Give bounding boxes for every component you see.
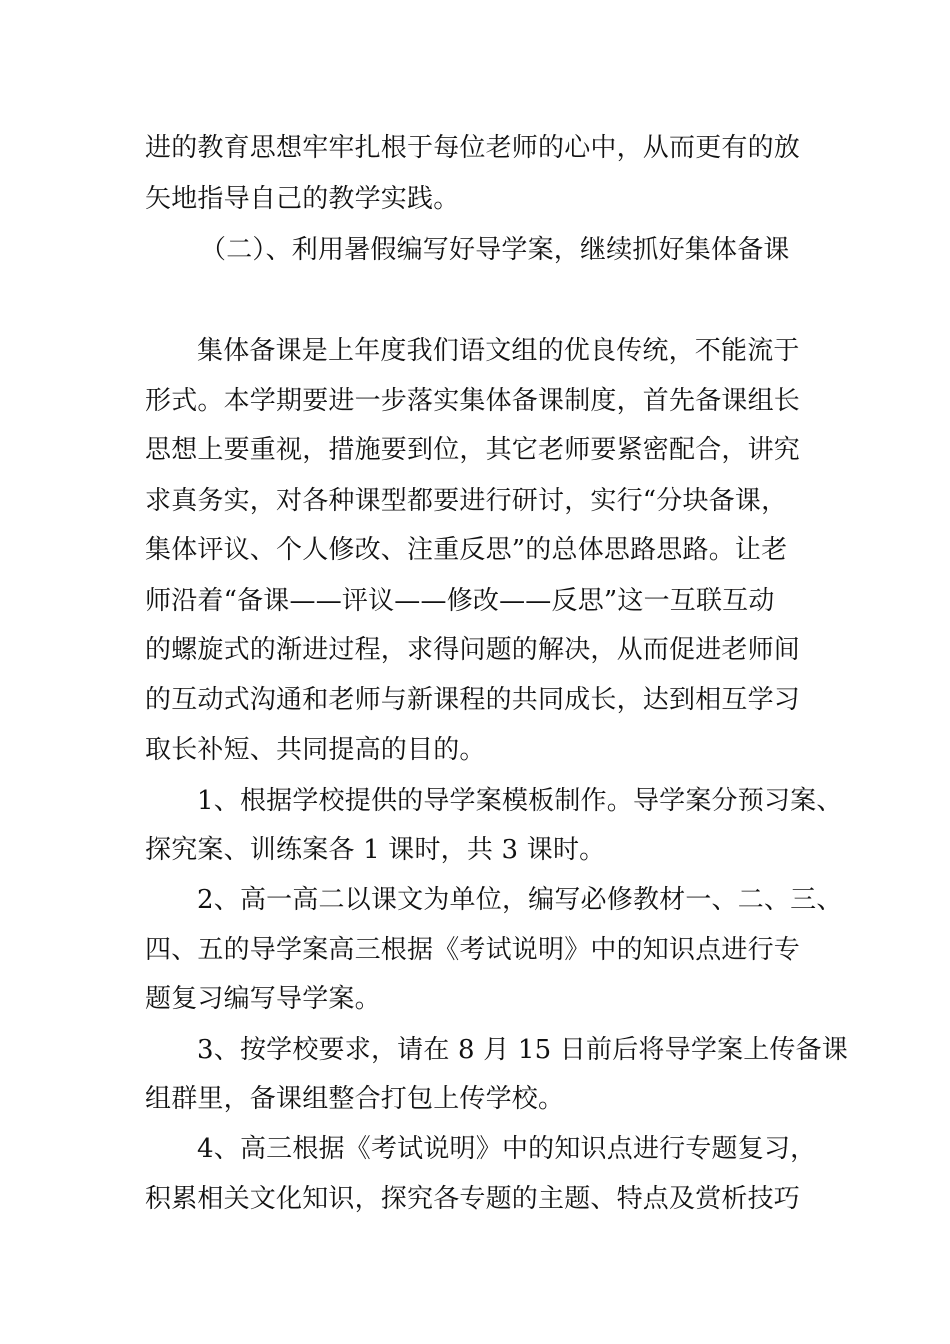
list-item-line: 2、高一高二以课文为单位，编写必修教材一、二、三、 xyxy=(197,885,843,915)
paragraph-line: 求真务实，对各种课型都要进行研讨，实行“分块备课， xyxy=(145,486,788,516)
paragraph-line: 矢地指导自己的教学实践。 xyxy=(145,184,460,214)
list-item-line: 探究案、训练案各 1 课时，共 3 课时。 xyxy=(145,835,606,865)
paragraph-line: 集体备课是上年度我们语文组的优良传统，不能流于 xyxy=(197,336,800,366)
list-item-line: 4、高三根据《考试说明》中的知识点进行专题复习， xyxy=(197,1134,817,1164)
list-item-line: 四、五的导学案高三根据《考试说明》中的知识点进行专 xyxy=(145,935,801,965)
list-item-line: 题复习编写导学案。 xyxy=(145,984,381,1014)
list-item-line: 3、按学校要求，请在 8 月 15 日前后将导学案上传备课 xyxy=(197,1035,849,1065)
list-item-line: 组群里，备课组整合打包上传学校。 xyxy=(145,1084,565,1114)
paragraph-line: 的螺旋式的渐进过程，求得问题的解决，从而促进老师间 xyxy=(145,635,801,665)
paragraph-line: 形式。本学期要进一步落实集体备课制度，首先备课组长 xyxy=(145,386,801,416)
paragraph-line: 师沿着“备课——评议——修改——反思”这一互联互动 xyxy=(145,586,775,616)
paragraph-line: 进的教育思想牢牢扎根于每位老师的心中，从而更有的放 xyxy=(145,133,801,163)
paragraph-line: 集体评议、个人修改、注重反思”的总体思路思路。让老 xyxy=(145,535,788,565)
paragraph-line: 思想上要重视，措施要到位，其它老师要紧密配合，讲究 xyxy=(145,435,801,465)
paragraph-line: 取长补短、共同提高的目的。 xyxy=(145,735,486,765)
list-item-line: 1、根据学校提供的导学案模板制作。导学案分预习案、 xyxy=(197,786,843,816)
paragraph-line: 的互动式沟通和老师与新课程的共同成长，达到相互学习 xyxy=(145,685,801,715)
section-heading: （二）、利用暑假编写好导学案，继续抓好集体备课 xyxy=(200,235,790,265)
list-item-line: 积累相关文化知识，探究各专题的主题、特点及赏析技巧 xyxy=(145,1184,801,1214)
